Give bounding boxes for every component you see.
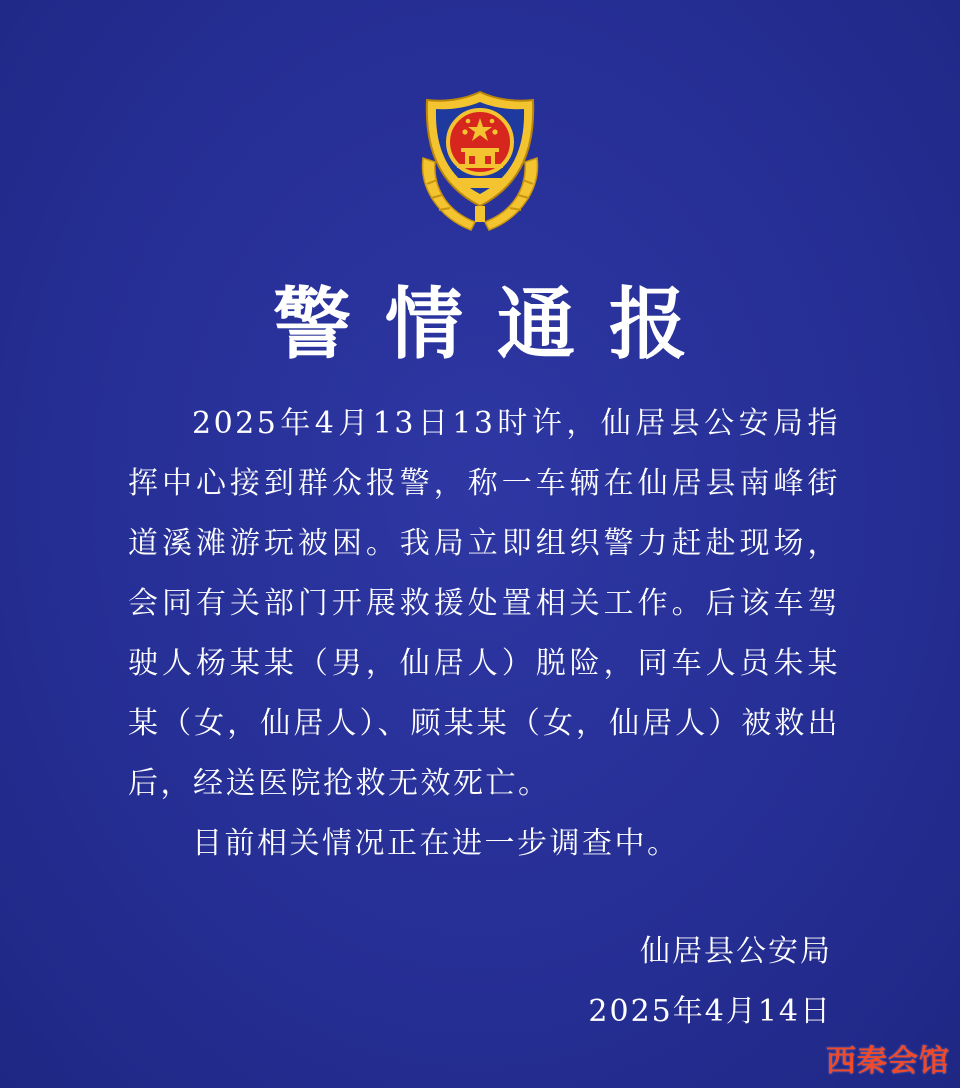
notice-body [128,394,840,874]
notice-paragraph: 目前相关情况正在进一步调查中。 [192,826,680,861]
notice-signature [588,922,832,1042]
issue-date: 2025年4月14日 [588,994,832,1029]
notice-paragraph: 2025年4月13日13时许，仙居县公安局指挥中心接到群众报警，称一车辆在仙居县南峰街道溪滩游玩被困。我局立即组织警力赶赴现场，会同有关部门开展救援处置相关工作。后该车驾驶人杨某某（男，仙居人）脱险，同车人员朱某某（女，仙居人）、顾某某（女，仙居人）被救出后，经送医院抢救无效死亡。 [128,406,840,801]
police-emblem-icon [405,88,555,238]
notice-title: 警情通报 [272,280,721,370]
watermark-logo: 西秦会馆 [826,1044,950,1079]
issuer-name: 仙居县公安局 [640,934,832,969]
